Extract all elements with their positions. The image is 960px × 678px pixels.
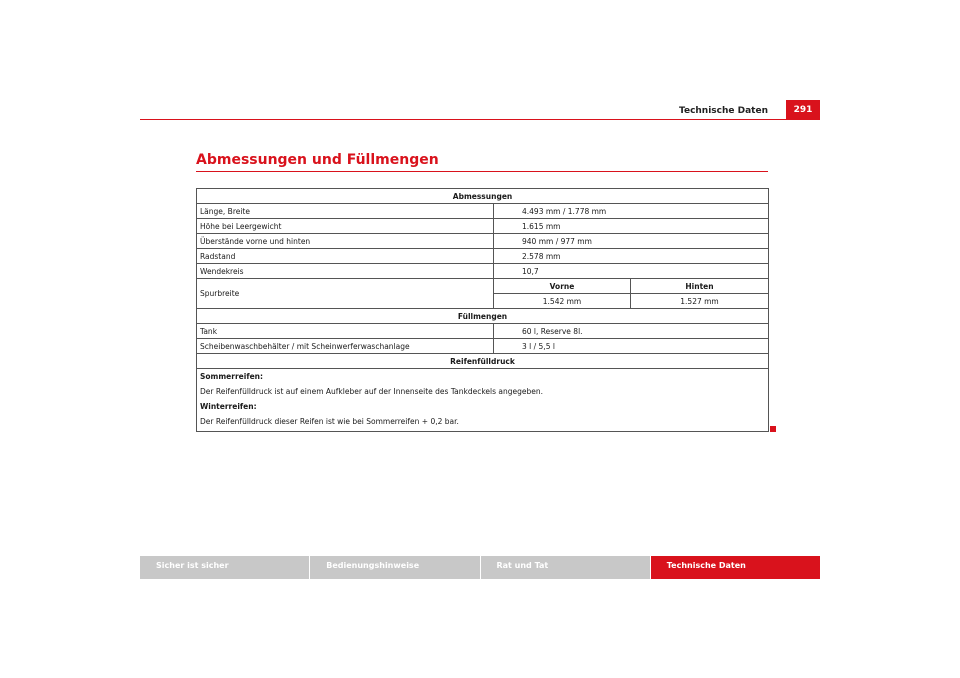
row-label: Tank bbox=[197, 324, 494, 339]
specifications-table bbox=[196, 188, 769, 432]
row-value: 10,7 bbox=[494, 264, 769, 279]
spurbreite-label: Spurbreite bbox=[197, 279, 494, 309]
table-row bbox=[197, 339, 769, 354]
row-value: 2.578 mm bbox=[494, 249, 769, 264]
table-row bbox=[197, 324, 769, 339]
spurbreite-front-value: 1.542 mm bbox=[494, 294, 631, 309]
table-row bbox=[197, 189, 769, 204]
row-value: 60 l, Reserve 8l. bbox=[494, 324, 769, 339]
row-label: Radstand bbox=[197, 249, 494, 264]
spurbreite-rear-value: 1.527 mm bbox=[631, 294, 769, 309]
spurbreite-front-header: Vorne bbox=[494, 279, 631, 294]
row-value: 1.615 mm bbox=[494, 219, 769, 234]
nav-tab-rat-und-tat[interactable]: Rat und Tat bbox=[481, 556, 650, 579]
table-row bbox=[197, 249, 769, 264]
table-row bbox=[197, 369, 769, 432]
table-row bbox=[197, 204, 769, 219]
nav-tab-sicher-ist-sicher[interactable]: Sicher ist sicher bbox=[140, 556, 309, 579]
table-row bbox=[197, 309, 769, 324]
row-label: Überstände vorne und hinten bbox=[197, 234, 494, 249]
section-end-marker bbox=[770, 426, 776, 432]
nav-tab-bedienungshinweise[interactable]: Bedienungshinweise bbox=[310, 556, 479, 579]
reifen-notes bbox=[197, 369, 769, 432]
table-row bbox=[197, 354, 769, 369]
page-number: 291 bbox=[786, 100, 820, 120]
table-row bbox=[197, 279, 769, 294]
footer-navigation bbox=[140, 556, 820, 579]
abmessungen-header: Abmessungen bbox=[197, 189, 769, 204]
row-value: 940 mm / 977 mm bbox=[494, 234, 769, 249]
section-title: Abmessungen und Füllmengen bbox=[196, 152, 439, 168]
fuellmengen-header: Füllmengen bbox=[197, 309, 769, 324]
header-title: Technische Daten bbox=[679, 106, 768, 116]
table-row bbox=[197, 234, 769, 249]
row-label: Höhe bei Leergewicht bbox=[197, 219, 494, 234]
table-row bbox=[197, 219, 769, 234]
header-divider bbox=[140, 119, 820, 120]
table-row bbox=[197, 264, 769, 279]
nav-tab-technische-daten[interactable]: Technische Daten bbox=[651, 556, 820, 579]
winter-text: Der Reifenfülldruck dieser Reifen ist wie bei Sommerreifen + 0,2 bar. bbox=[200, 417, 459, 426]
reifen-header: Reifenfülldruck bbox=[197, 354, 769, 369]
winter-label: Winterreifen: bbox=[200, 402, 257, 411]
summer-label: Sommerreifen: bbox=[200, 372, 264, 381]
row-label: Scheibenwaschbehälter / mit Scheinwerferwaschanlage bbox=[197, 339, 494, 354]
row-value: 4.493 mm / 1.778 mm bbox=[494, 204, 769, 219]
row-label: Wendekreis bbox=[197, 264, 494, 279]
section-divider bbox=[196, 171, 768, 172]
row-value: 3 l / 5,5 l bbox=[494, 339, 769, 354]
spurbreite-rear-header: Hinten bbox=[631, 279, 769, 294]
summer-text: Der Reifenfülldruck ist auf einem Aufkleber auf der Innenseite des Tankdeckels angegeben. bbox=[200, 387, 544, 396]
row-label: Länge, Breite bbox=[197, 204, 494, 219]
